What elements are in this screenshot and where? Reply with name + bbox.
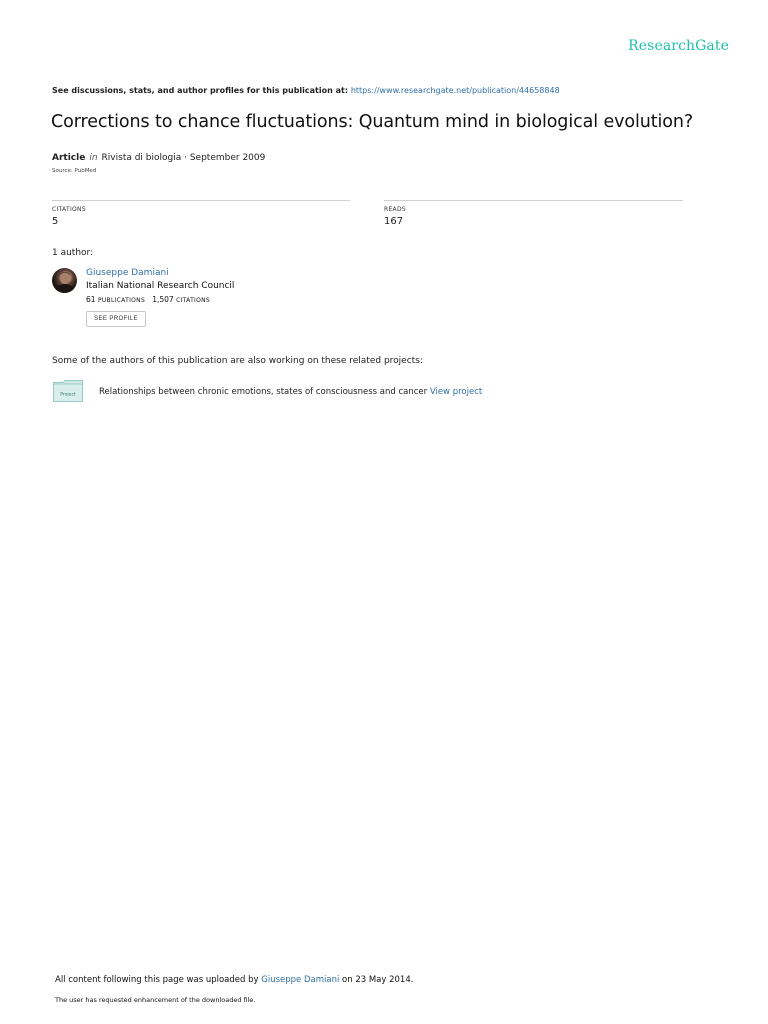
see-profile-button[interactable]: SEE PROFILE xyxy=(86,311,146,327)
uploaded-note xyxy=(55,975,413,985)
author-stats xyxy=(86,295,210,304)
related-projects-heading: Some of the authors of this publication are also working on these related projects: xyxy=(52,356,423,366)
author-avatar[interactable] xyxy=(52,268,77,293)
authors-count: 1 author: xyxy=(52,248,94,258)
publication-meta xyxy=(52,153,265,163)
citations-divider xyxy=(52,200,350,201)
researchgate-logo[interactable]: ResearchGate xyxy=(628,38,729,54)
reads-label: READS xyxy=(384,206,406,213)
project-folder-icon xyxy=(53,380,83,402)
publication-title: Corrections to chance fluctuations: Quantum mind in biological evolution? xyxy=(51,112,694,132)
project-icon-label: Project xyxy=(60,392,76,398)
folder-icon xyxy=(53,380,83,402)
author-name-link[interactable]: Giuseppe Damiani xyxy=(86,268,169,278)
in-word: in xyxy=(89,153,98,163)
uploaded-suffix: on 23 May 2014. xyxy=(342,975,414,985)
author-institution: Italian National Research Council xyxy=(86,281,235,291)
reads-divider xyxy=(384,200,683,201)
author-publications-label: PUBLICATIONS xyxy=(97,297,146,304)
citations-value: 5 xyxy=(52,216,59,227)
enhancement-note: The user has requested enhancement of the downloaded file. xyxy=(55,996,256,1004)
author-photo-icon xyxy=(52,268,77,293)
author-citations-label: CITATIONS xyxy=(176,297,211,304)
view-project-link[interactable]: View project xyxy=(429,387,483,397)
author-publications-count: 61 xyxy=(86,295,96,304)
citations-label: CITATIONS xyxy=(52,206,86,213)
publication-type: Article xyxy=(52,153,86,163)
related-project-title: Relationships between chronic emotions, states of consciousness and cancer xyxy=(99,387,428,397)
discussion-prefix: See discussions, stats, and author profiles for this publication at: xyxy=(52,86,351,95)
reads-value: 167 xyxy=(384,216,404,227)
publication-url-link[interactable]: https://www.researchgate.net/publication/44658848 xyxy=(350,86,560,95)
uploader-link[interactable]: Giuseppe Damiani xyxy=(261,975,340,985)
discussion-line xyxy=(52,86,560,95)
uploaded-prefix: All content following this page was uploaded by xyxy=(55,975,259,985)
publication-venue-date: Rivista di biologia · September 2009 xyxy=(101,153,266,163)
publication-source: Source: PubMed xyxy=(52,168,97,174)
related-project-item xyxy=(99,387,482,397)
author-citations-count: 1,507 xyxy=(152,295,174,304)
